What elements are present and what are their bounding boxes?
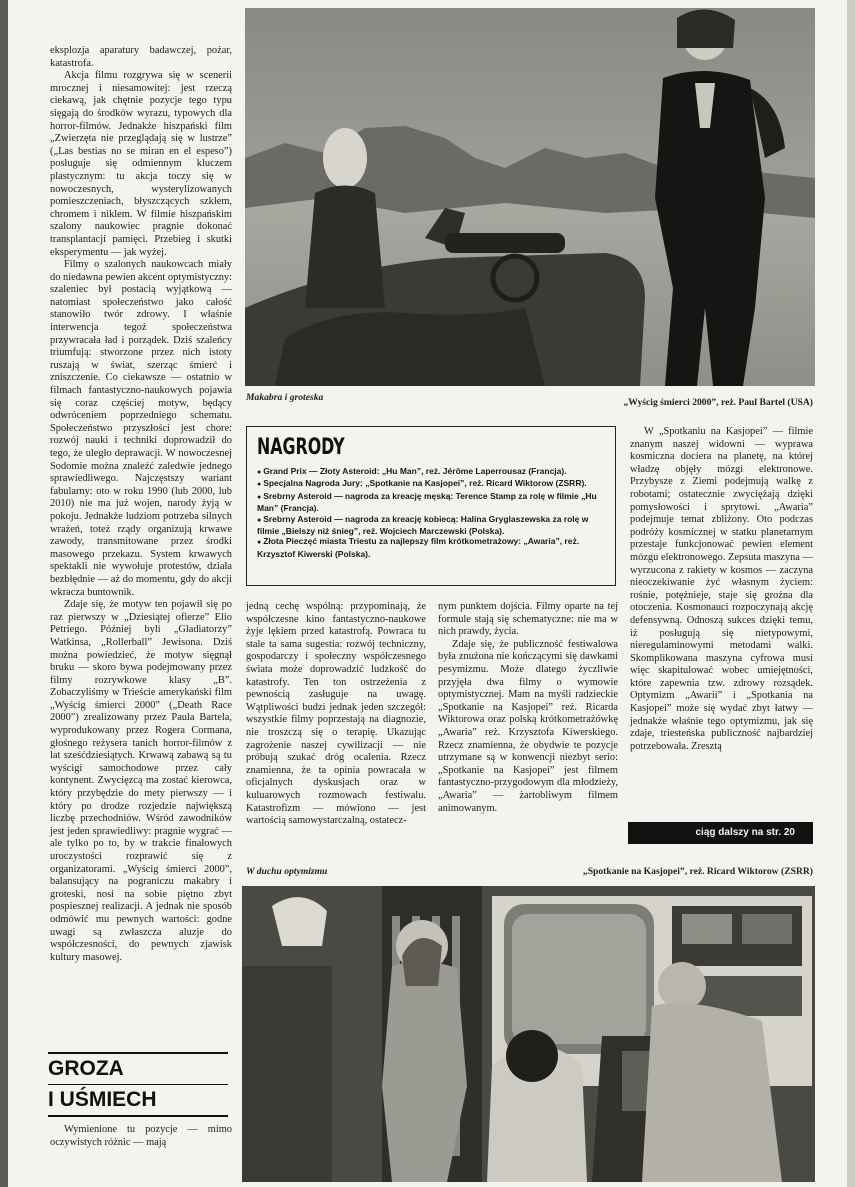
page-edge-left <box>0 0 8 1187</box>
paragraph: Akcja filmu rozgrywa się w scenerii mrocznej i niesamowitej: jest rzeczą ciekawą, jak chętnie pozycje tego typu sięgają do środków wyrazu, typowych dla horror-filmów. Jednakże hiszpański film „Zwierzęta nie przeglądają się w lustrze” („Las bestias no se miran en el espeso”) posługuje się odmiennym kluczem plastycznym: tu akcja toczy się w nowoczesnych, wysterylizowanych pomieszczeniach, błyszczących szkłem, chromem i niklem. W filmie hiszpańskim szalony naukowiec pragnie dokonać transplantacji pamięci. Przebieg i skutki eksperymentu — jak wyżej. <box>50 70 232 258</box>
paragraph: W „Spotkaniu na Kasjopei” — filmie znanym naszej widowni — wyprawa kosmiczna dociera na planetę, na której władzę objęły mózgi elektronowe. Przybysze z Ziemi podejmują walkę z robotami; ostatecznie zwyciężają dzięki pomysłowości i sprytowi. „Awaria” podejmuje temat zbliżony. Oto podczas podróży kosmicznej w statku planetarnym przestaje funkcjonować pewien element mózgu elektronowego. Zepsuta maszyna — wyrzucona z rakiety w kosmos — zaczyna nieoczekiwanie żyć własnym życiem: rośnie, potężnieje, staje się groźna dla otoczenia. Kosmonauci rozpoczynają akcję defensywną. Odnoszą sukces dzięki temu, iż posługują się nietypowymi, nieregulaminowymi metodami walki. Skomplikowana maszyna cyfrowa musi więc skapitulować wobec umiejętności, które zapewnia tzw. zdrowy rozsądek. Optymizm „Awarii” i „Spotkania na Kasjopei” może się wydać zbyt łatwy — jednakże właśnie tego optymizmu, jak się zdaje, triesteńska publiczność najbardziej potrzebowała. Zresztą <box>630 426 813 752</box>
page-edge-right <box>847 0 855 1187</box>
photo-desert-car <box>245 8 815 386</box>
spaceship-interior-image <box>242 886 815 1182</box>
awards-list <box>257 466 605 559</box>
heading-rule <box>48 1084 228 1086</box>
caption-bottom-left: W duchu optymizmu <box>246 866 328 877</box>
award-item: ● Srebrny Asteroid — nagroda za kreację kobiecą: Halina Gryglaszewska za rolę w filmie „Bielszy niż śnieg”, reż. Wojciech Marczewski (Polska). <box>257 514 605 537</box>
column-2 <box>246 601 426 828</box>
caption-top-right: „Wyścig śmierci 2000”, reż. Paul Bartel (USA) <box>623 397 813 408</box>
continuation-banner: ciąg dalszy na str. 20 <box>628 822 813 844</box>
section-heading <box>48 1050 228 1119</box>
heading-rule <box>48 1052 228 1054</box>
award-item: ● Specjalna Nagroda Jury: „Spotkanie na Kasjopei”, reż. Ricard Wiktorow (ZSRR). <box>257 478 605 490</box>
heading-rule <box>48 1115 228 1117</box>
heading-line-1: GROZA <box>48 1056 124 1080</box>
caption-bottom-right: „Spotkanie na Kasjopei”, reż. Ricard Wiktorow (ZSRR) <box>582 866 813 877</box>
column-1-top <box>50 45 232 964</box>
column-4 <box>630 426 813 753</box>
award-item: ● Grand Prix — Złoty Asteroid: „Hu Man”, reż. Jérôme Laperrousaz (Francja). <box>257 466 605 478</box>
awards-box <box>246 426 616 586</box>
award-item: ● Srebrny Asteroid — nagroda za kreację męską: Terence Stamp za rolę w filmie „Hu Man” (Francja). <box>257 491 605 514</box>
award-item: ● Złota Pieczęć miasta Triestu za najlepszy film krótkometrażowy: „Awaria”, reż. Krzysztof Kiwerski (Polska). <box>257 536 605 559</box>
paragraph: nym punktem dojścia. Filmy oparte na tej formule stają się schematyczne: nie ma w nich prawdy, życia. <box>438 601 618 638</box>
paragraph: Zdaje się, że motyw ten pojawił się po raz pierwszy w „Dziesiątej ofierze” Elio Petriego. Później byli „Gladiatorzy” Watkinsa, „Rollerball” Jewisona. Dziś można powiedzieć, że motyw sięgnął bruku — skoro bywa podejmowany przez filmy rozrywkowe klasy „B”. Zobaczyliśmy w Trieście amerykański film „Wyścig śmierci 2000” („Death Race 2000”) zrealizowany przez Paula Bartela, wyprodukowany przez Rogera Cormana, głośnego reżysera tanich horror-filmów z lat sześćdziesiątych. Krwawą zabawą są tu wyścigi samochodowe przez cały kontynent. Zwycięzcą ma zostać kierowca, który przybędzie do mety pierwszy — i który po drodze rozjedzie największą liczbę przechodniów. Wśród zawodników jest jeden sprawiedliwy: pragnie wygrać — ale tylko po to, by w trakcie finałowych uroczystości rozprawić się z organizatorami. „Wyścig śmierci 2000”, balansujący na pograniczu makabry i groteski, nosi na sobie piętno zbyt pospiesznej realizacji. A jednak nie sposób odmówić mu pewnych wartości: godne uwagi są zwłaszcza aluzje do współczesności, do pewnych zjawisk kultury masowej. <box>50 599 232 963</box>
paragraph: Wymienione tu pozycje — mimo oczywistych różnic — mają <box>50 1124 232 1148</box>
awards-title: NAGRODY <box>257 435 345 460</box>
paragraph: jedną cechę wspólną: przypominają, że współczesne kino fantastyczno-naukowe żyje lękiem przed katastrofą. Powraca tu stale ta sama sugestia: rozwój techniczny, gospodarczy i społeczny współczesnego świata może doprowadzić ludzkość do katastrofy. Ten ton ostrzeżenia z pewnością zasługuje na uwagę. Wątpliwości budzi jednak jeden szczegół: wszystkie filmy poprzestają na diagnozie, nie troszczą się o terapię. Ukazując zagrożenie naszej cywilizacji — nie próbują szukać dróg ocalenia. Rzecz znamienna, że ta opinia powracała w oficjalnych dyskusjach oraz w kuluarowych rozmowach festiwalu. Katastrofizm — mówiono — jest wartością samowystarczalną, ostatecz- <box>246 601 426 827</box>
photo-spaceship-interior <box>242 886 815 1182</box>
paragraph: Filmy o szalonych naukowcach miały do niedawna pewien akcent optymistyczny: szaleniec był postacią wyjątkową — natomiast społeczeństwo jako całość stanowiło twór zdrowy. I właśnie interwencja tegoż społeczeństwa przywracała ład i porządek. Dziś szaleńcy triumfują: stworzone przez nich istoty ruszają w świat, szerząc śmierć i zniszczenie. Co ciekawsze — ostatnio w filmach fantastyczno-naukowych pojawia się coraz częściej motyw, będący odwróceniem poprzedniego schematu. Społeczeństwo przyszłości jest chore: rozwój nauki i techniki doprowadził do tego, że uległo deprawacji. W nowoczesnej Sodomie można znaleźć zaledwie jednego sprawiedliwego. Najczęstszy wariant fabularny: oto w roku 1990 (lub 2000, lub 2010) nie ma już wojen, narody żyją w pokoju. Jednakże ludziom potrzeba silnych wrażeń, toteż rządy organizują krwawe zawody, transmitowane przez środki masowego przekazu. System krwawych spektakli nie wywołuje protestów, działa bezbłędnie — aż do momentu, gdy do akcji wkracza buntownik. <box>50 259 232 598</box>
paragraph: eksplozja aparatury badawczej, pożar, katastrofa. <box>50 45 232 69</box>
column-1-after-heading <box>50 1124 232 1149</box>
paragraph: Zdaje się, że publiczność festiwalowa była znużona nie kończącymi się dawkami pesymizmu. Może dlatego życzliwie przyjęła dwa filmy o wymowie optymistycznej. Mam na myśli radzieckie „Spotkanie na Kasjopei” reż. Ricarda Wiktorowa oraz polską krótkometrażówkę „Awaria” reż. Krzysztofa Kiwerskiego. Rzecz znamienna, że obydwie te pozycje utrzymane są w konwencji niezbyt serio: „Spotkanie na Kasjopei” jest filmem fantastyczno-przygodowym dla młodzieży, „Awaria” — żartobliwym filmem animowanym. <box>438 638 618 814</box>
column-3 <box>438 601 618 815</box>
desert-car-image <box>245 8 815 386</box>
caption-top-left: Makabra i groteska <box>246 392 324 403</box>
heading-line-2: I UŚMIECH <box>48 1088 157 1111</box>
